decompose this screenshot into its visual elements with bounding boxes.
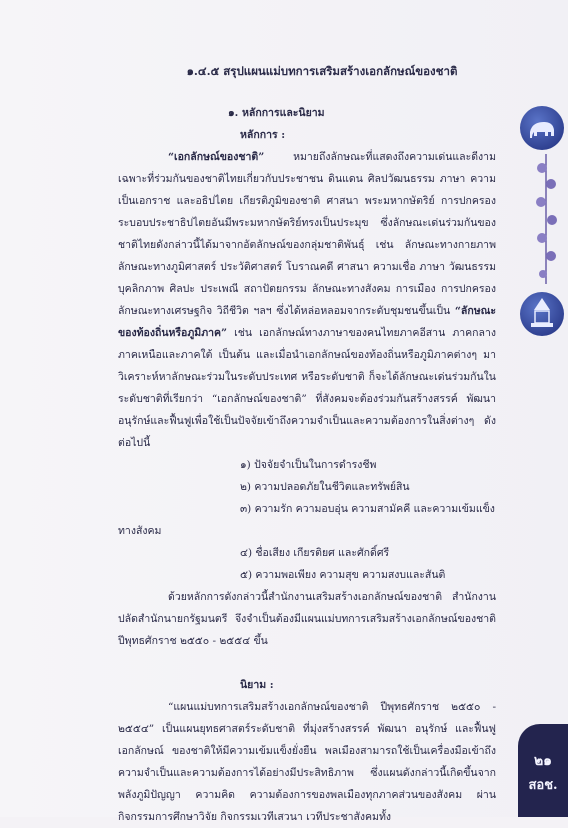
needs-list bbox=[240, 454, 496, 520]
paragraph-plan-definition bbox=[118, 696, 496, 828]
page-number-tab bbox=[518, 724, 568, 817]
paragraph-text: ด้วยหลักการดังกล่าวนี้สำนักงานเสริมสร้างเอกลักษณ์ของชาติ สำนักงานปลัดสำนักนายกรัฐมนตรี จึงจำเป็นต้องมีแผนแม่บทการเสริมสร้างเอกลักษณ์ของชาติ ปีพุทธศักราช ๒๕๕๐ - ๒๕๕๔ ขึ้น bbox=[118, 591, 496, 647]
page-label: สอช. bbox=[528, 778, 558, 793]
list-item: ๓) ความรัก ความอบอุ่น ความสามัคคี และความเข้มแข็ง bbox=[240, 503, 495, 515]
page-number: ๒๑ bbox=[533, 753, 553, 769]
section-title: ๑.๔.๕ สรุปแผนแม่บทการเสริมสร้างเอกลักษณ์ของชาติ bbox=[186, 64, 458, 78]
list-item: ๔) ชื่อเสียง เกียรติยศ และศักดิ์ศรี bbox=[240, 547, 390, 559]
subheading-principle: หลักการ : bbox=[240, 129, 286, 141]
list-item: ๑) ปัจจัยจำเป็นในการดำรงชีพ bbox=[240, 459, 377, 471]
document-body bbox=[118, 60, 496, 828]
subheading-definition: นิยาม : bbox=[240, 679, 274, 691]
elephant-emblem-icon bbox=[520, 106, 564, 150]
paragraph-definition bbox=[118, 146, 496, 454]
term-regional-identity: “ลักษณะของท้องถิ่นหรือภูมิภาค” bbox=[118, 305, 496, 339]
paragraph-conclusion bbox=[118, 586, 496, 652]
paragraph-text: “แผนแม่บทการเสริมสร้างเอกลักษณ์ของชาติ ปีพุทธศักราช ๒๕๕๐ - ๒๕๕๔” เป็นแผนยุทธศาสตร์ระดับชาติ ที่มุ่งสร้างสรรค์ พัฒนา อนุรักษ์ และฟื้นฟูเอกลักษณ์ ของชาติให้มีความเข้มแข็งยั่งยืน พลเมืองสามารถใช้เป็นเครื่องมือเข้าถึงความจำเป็นและความต้องการได้อย่างมีประสิทธิภาพ ซึ่งแผนดังกล่าวนี้เกิดขึ้นจากพลังภูมิปัญญา ความคิด ความต้องการของพลเมืองทุกภาคส่วนของสังคม ผ่านกิจกรรมการศึกษาวิจัย กิจกรรมเวทีเสวนา เวทีประชาสังคมทั้ง bbox=[118, 701, 496, 823]
needs-list-cont bbox=[240, 542, 496, 586]
side-decoration bbox=[514, 96, 568, 376]
flower-ornament-icon bbox=[532, 154, 562, 284]
term-national-identity: “เอกลักษณ์ของชาติ” bbox=[168, 151, 265, 163]
pavilion-emblem-icon bbox=[520, 292, 564, 336]
list-item: ๒) ความปลอดภัยในชีวิตและทรัพย์สิน bbox=[240, 481, 410, 493]
heading-principles: ๑. หลักการและนิยาม bbox=[228, 107, 325, 119]
paragraph-text: หมายถึงลักษณะที่แสดงถึงความเด่นและดีงามเฉพาะที่ร่วมกันของชาติไทยเกี่ยวกับประชาชน ดินแดน ศิลปวัฒนธรรม ภาษา ความเป็นเอกราช และอธิปไตย เกียรติภูมิของชาติ ศาสนา พระมหากษัตริย์ การปกครองระบอบประชาธิปไตยอันมีพระมหากษัตริย์ทรงเป็นประมุข ซึ่งลักษณะเด่นร่วมกันของชาติไทยดังกล่าวนี้ได้มาจากอัตลักษณ์ของกลุ่มชาติพันธุ์ เช่น ลักษณะทางกายภาพ ลักษณะทางภูมิศาสตร์ ประวัติศาสตร์ โบราณคดี ศาสนา ความเชื่อ ภาษา วัฒนธรรม บุคลิกภาพ ศิลปะ ประเพณี สถาปัตยกรรม ลักษณะทางสังคม การเมือง การปกครอง ลักษณะทางเศรษฐกิจ วิถีชีวิต ฯลฯ ซึ่งได้หล่อหลอมจากระดับชุมชนขึ้นเป็น bbox=[118, 151, 496, 317]
list-item-continuation: ทางสังคม bbox=[118, 525, 162, 537]
list-item: ๕) ความพอเพียง ความสุข ความสงบและสันติ bbox=[240, 569, 446, 581]
paragraph-text: เช่น เอกลักษณ์ทางภาษาของคนไทยภาคอีสาน ภาคกลาง ภาคเหนือและภาคใต้ เป็นต้น และเมื่อนำเอกลักษณ์ของท้องถิ่นหรือภูมิภาคต่างๆ มาวิเคราะห์หาลักษณะร่วมในระดับประเทศ หรือระดับชาติ ก็จะได้ลักษณะเด่นร่วมกันในระดับชาติที่เรียกว่า “เอกลักษณ์ของชาติ” ที่สังคมจะต้องร่วมกันสร้างสรรค์ พัฒนา อนุรักษ์และฟื้นฟูเพื่อใช้เป็นปัจจัยเข้าถึงความจำเป็นและความต้องการในสิ่งต่างๆ ดังต่อไปนี้ bbox=[118, 327, 496, 449]
